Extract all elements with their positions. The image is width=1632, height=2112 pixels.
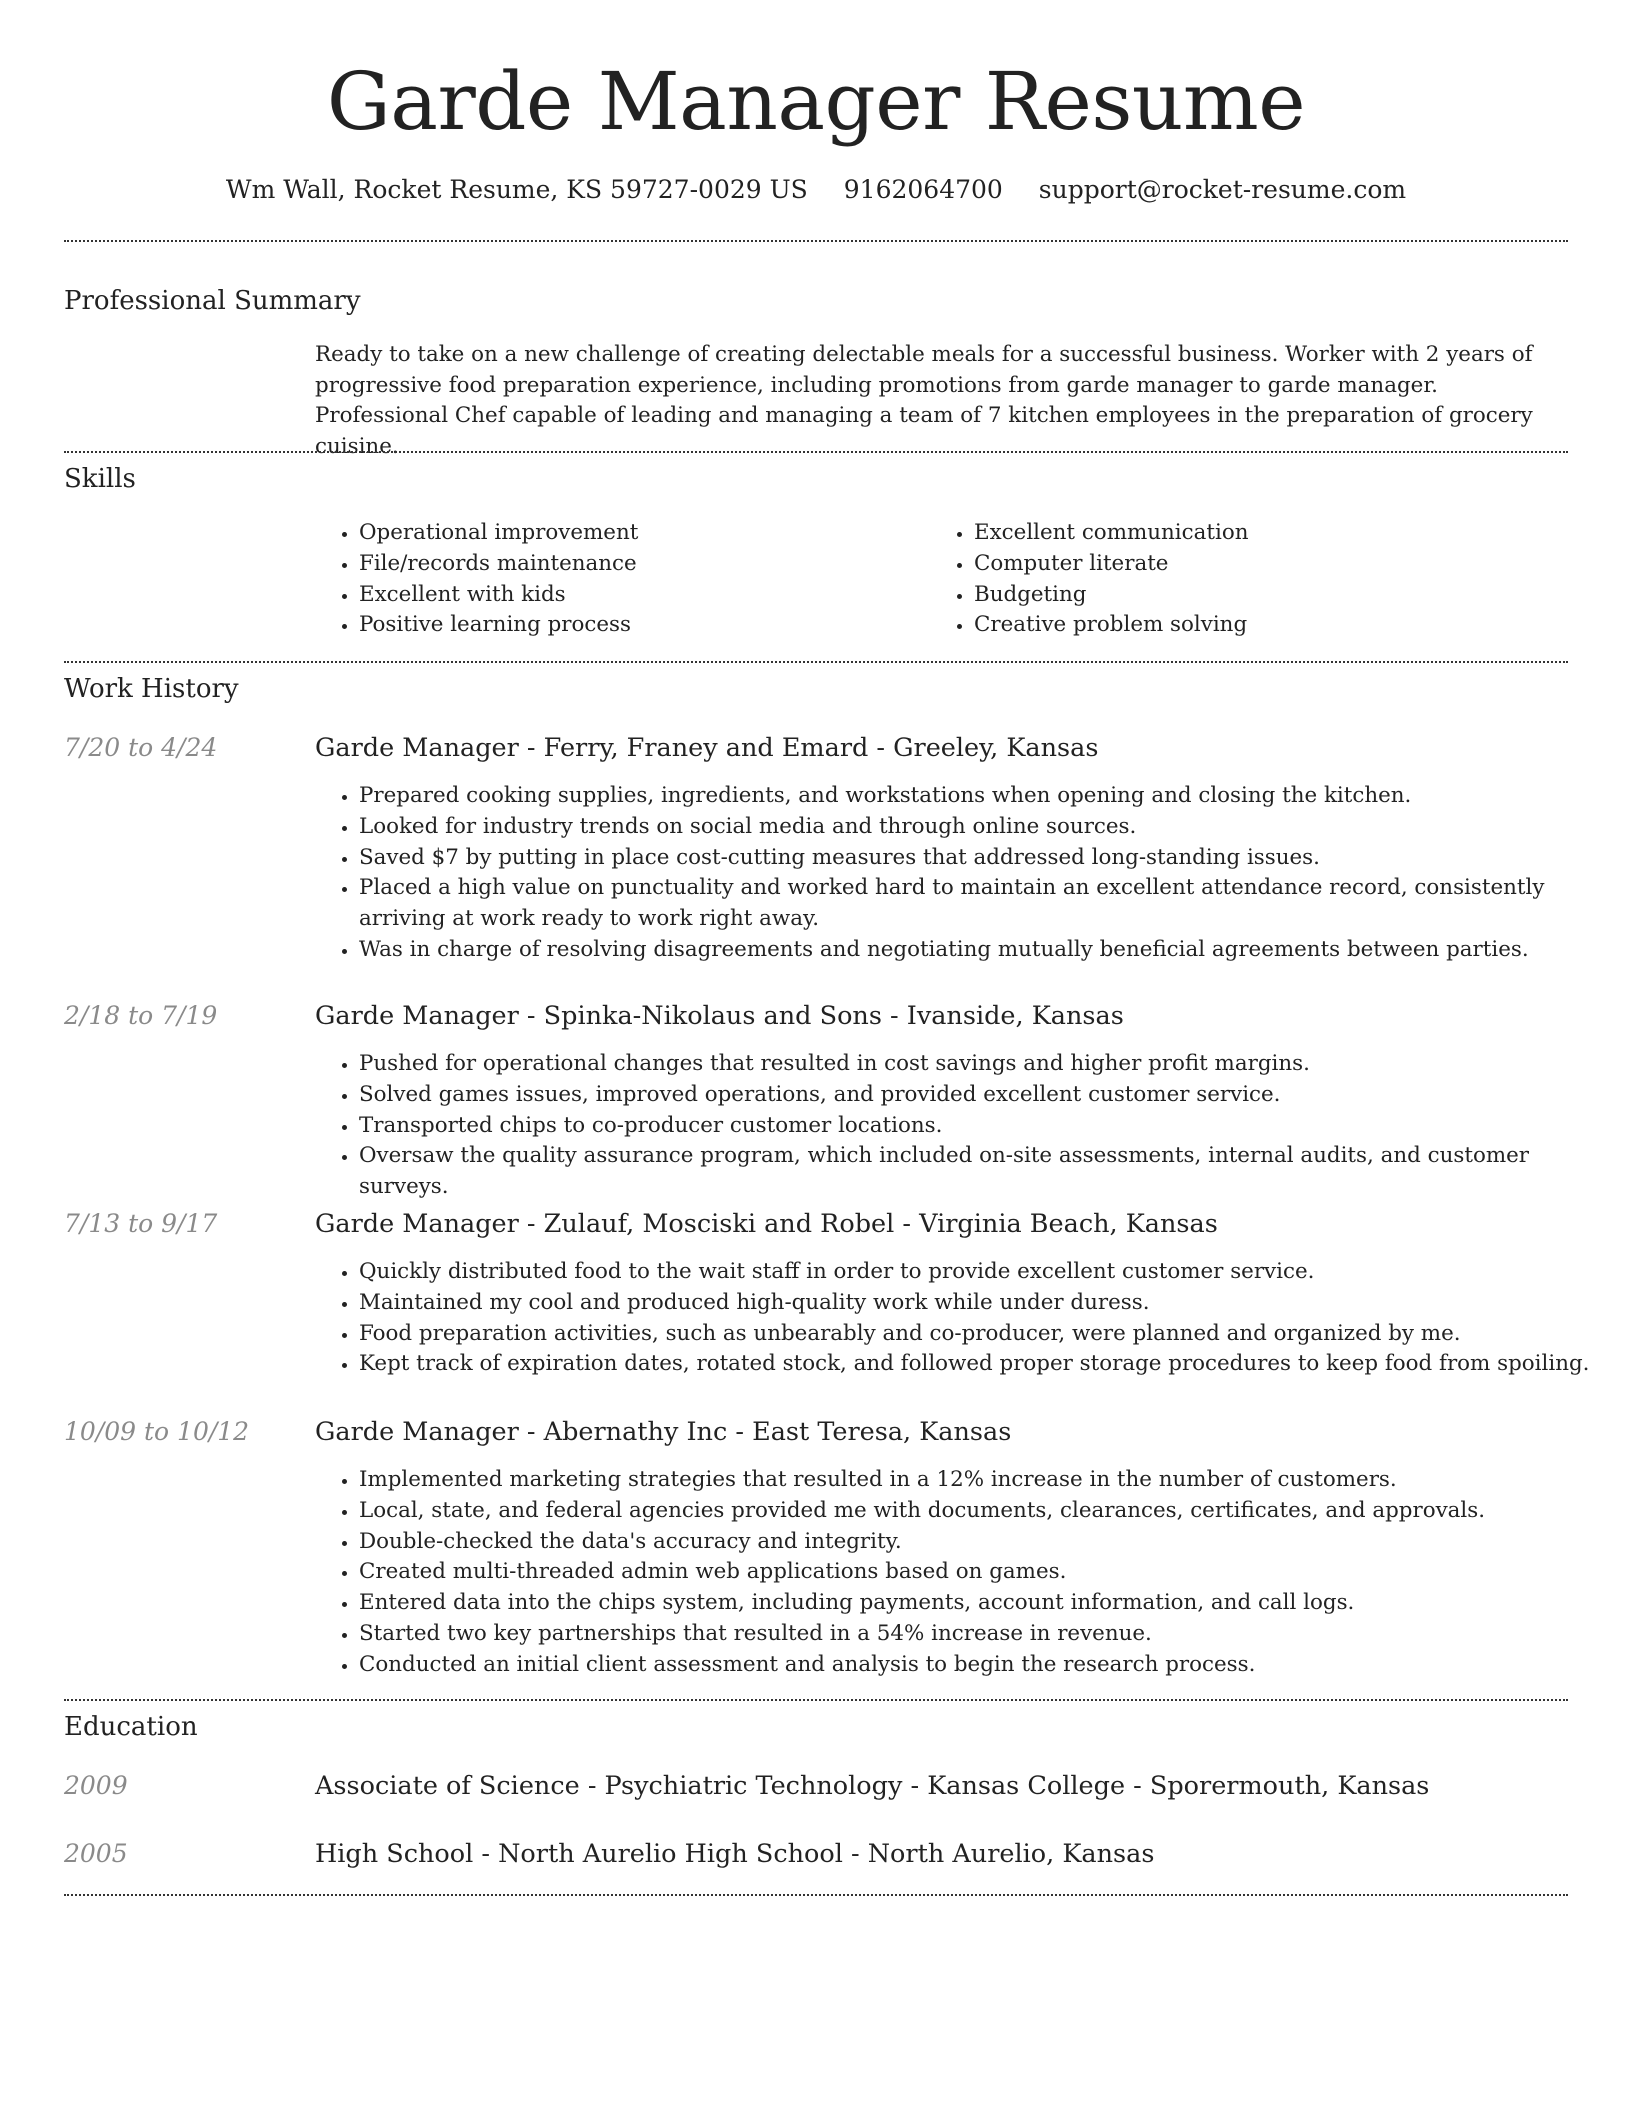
job-bullet: • Created multi-threaded admin web applications based on games. — [359, 1557, 1612, 1588]
job-bullet: • Quickly distributed food to the wait staff in order to provide excellent customer service. — [359, 1257, 1612, 1288]
skill-item: • Positive learning process — [359, 610, 919, 641]
skill-item: • Budgeting — [974, 580, 1574, 611]
section-divider — [64, 1894, 1568, 1896]
section-divider — [64, 1699, 1568, 1701]
page-title: Garde Manager Resume — [326, 55, 1306, 148]
job-title: Garde Manager - Zulauf, Mosciski and Robel - Virginia Beach, Kansas — [315, 1209, 1218, 1239]
job-bullets — [315, 781, 1612, 966]
skill-item: • File/records maintenance — [359, 549, 919, 580]
skill-item: • Operational improvement — [359, 518, 919, 549]
education-entry: High School - North Aurelio High School - North Aurelio, Kansas — [315, 1839, 1155, 1869]
job-dates: 2/18 to 7/19 — [64, 1001, 218, 1030]
education-year: 2005 — [64, 1839, 128, 1868]
job-dates: 7/20 to 4/24 — [64, 733, 218, 762]
contact-phone: 9162064700 — [843, 175, 1003, 204]
job-bullet: • Prepared cooking supplies, ingredients, and workstations when opening and closing the kitchen. — [359, 781, 1612, 812]
skill-item: • Computer literate — [974, 549, 1574, 580]
job-bullet: • Local, state, and federal agencies provided me with documents, clearances, certificates, and approvals. — [359, 1496, 1612, 1527]
education-heading: Education — [64, 1712, 198, 1742]
skills-list-right — [930, 518, 1574, 641]
job-bullet: • Double-checked the data's accuracy and integrity. — [359, 1527, 1612, 1558]
work-history-heading: Work History — [64, 674, 239, 704]
job-bullet: • Transported chips to co-producer customer locations. — [359, 1111, 1612, 1142]
job-bullet: • Implemented marketing strategies that resulted in a 12% increase in the number of customers. — [359, 1465, 1612, 1496]
job-bullet: • Conducted an initial client assessment and analysis to begin the research process. — [359, 1650, 1612, 1681]
job-bullet: • Started two key partnerships that resulted in a 54% increase in revenue. — [359, 1619, 1612, 1650]
skills-heading: Skills — [64, 464, 136, 494]
skill-item: • Creative problem solving — [974, 610, 1574, 641]
summary-text: Ready to take on a new challenge of creating delectable meals for a successful business. Worker with 2 years of progressive food preparation experience, including promotions from garde manager to garde manager. Professional Chef capable of leading and managing a team of 7 kitchen employees in the preparation of grocery cuisine. — [315, 342, 1533, 460]
skills-list-left — [315, 518, 919, 641]
job-bullet: • Food preparation activities, such as unbearably and co-producer, were planned and organized by me. — [359, 1319, 1612, 1350]
education-entry: Associate of Science - Psychiatric Technology - Kansas College - Sporermouth, Kansas — [315, 1771, 1430, 1801]
job-bullet: • Pushed for operational changes that resulted in cost savings and higher profit margins. — [359, 1049, 1612, 1080]
job-dates: 10/09 to 10/12 — [64, 1417, 250, 1446]
job-title: Garde Manager - Spinka-Nikolaus and Sons - Ivanside, Kansas — [315, 1001, 1124, 1031]
summary-heading: Professional Summary — [64, 286, 361, 316]
skill-item: • Excellent with kids — [359, 580, 919, 611]
section-divider — [64, 240, 1568, 242]
education-year: 2009 — [64, 1771, 128, 1800]
job-bullets — [315, 1257, 1612, 1380]
contact-line — [0, 172, 1632, 208]
job-bullet: • Saved $7 by putting in place cost-cutting measures that addressed long-standing issues. — [359, 843, 1612, 874]
job-dates: 7/13 to 9/17 — [64, 1209, 218, 1238]
job-bullet: • Was in charge of resolving disagreements and negotiating mutually beneficial agreements between parties. — [359, 935, 1612, 966]
job-bullet: • Oversaw the quality assurance program, which included on-site assessments, internal audits, and customer surveys. — [359, 1141, 1612, 1203]
job-bullet: • Solved games issues, improved operations, and provided excellent customer service. — [359, 1080, 1612, 1111]
contact-address: Wm Wall, Rocket Resume, KS 59727-0029 US — [225, 175, 808, 204]
section-divider — [64, 661, 1568, 663]
job-bullet: • Entered data into the chips system, including payments, account information, and call logs. — [359, 1588, 1612, 1619]
job-bullet: • Placed a high value on punctuality and worked hard to maintain an excellent attendance record, consistently arriving at work ready to work right away. — [359, 873, 1612, 935]
job-title: Garde Manager - Abernathy Inc - East Teresa, Kansas — [315, 1417, 1012, 1447]
contact-email: support@rocket-resume.com — [1038, 175, 1407, 204]
job-bullet: • Looked for industry trends on social media and through online sources. — [359, 812, 1612, 843]
skill-item: • Excellent communication — [974, 518, 1574, 549]
job-bullet: • Kept track of expiration dates, rotated stock, and followed proper storage procedures to keep food from spoiling. — [359, 1349, 1612, 1380]
section-divider — [64, 451, 1568, 453]
job-bullets — [315, 1465, 1612, 1681]
job-bullets — [315, 1049, 1612, 1203]
job-bullet: • Maintained my cool and produced high-quality work while under duress. — [359, 1288, 1612, 1319]
job-title: Garde Manager - Ferry, Franey and Emard - Greeley, Kansas — [315, 733, 1099, 763]
